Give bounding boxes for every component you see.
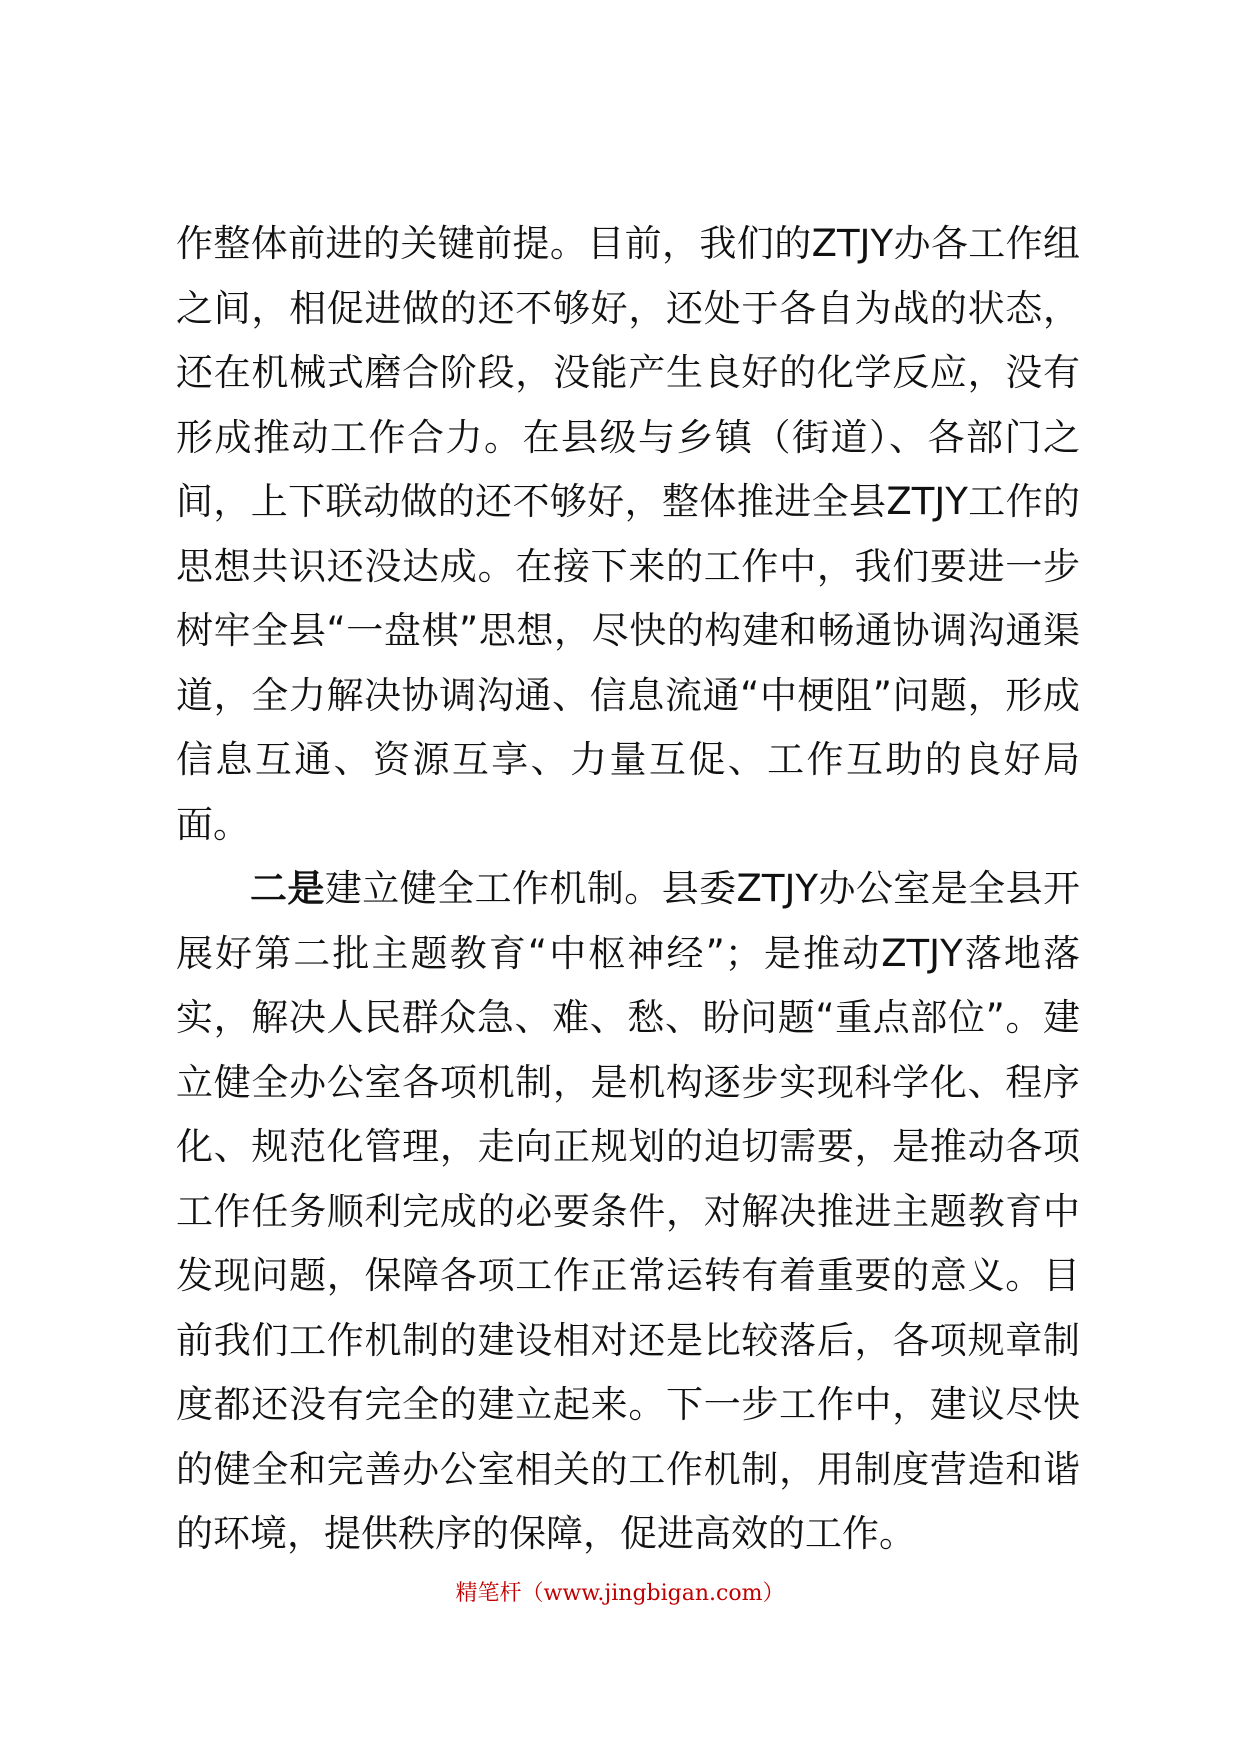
document-body bbox=[176, 212, 1080, 1567]
paragraph-continuation bbox=[176, 212, 1080, 857]
paragraph-text: 作整体前进的关键前提。目前，我们的ZTJY办各工作组之间，相促进做的还不够好，还处于各自为战的状态，还在机械式磨合阶段，没能产生良好的化学反应，没有形成推动工作合力。在县级与乡镇（街道）、各部门之间，上下联动做的还不够好，整体推进全县ZTJY工作的思想共识还没达成。在接下来的工作中，我们要进一步树牢全县“一盘棋”思想，尽快的构建和畅通协调沟通渠道，全力解决协调沟通、信息流通“中梗阻”问题，形成信息互通、资源互享、力量互促、工作互助的良好局面。 bbox=[176, 222, 1080, 846]
paragraph-lead: 二是 bbox=[250, 867, 325, 910]
paragraph-point-two bbox=[176, 857, 1080, 1567]
paragraph-text: 建立健全工作机制。县委ZTJY办公室是全县开展好第二批主题教育“中枢神经”；是推动ZTJY落地落实，解决人民群众急、难、愁、盼问题“重点部位”。建立健全办公室各项机制，是机构逐步实现科学化、程序化、规范化管理，走向正规划的迫切需要，是推动各项工作任务顺利完成的必要条件，对解决推进主题教育中发现问题，保障各项工作正常运转有着重要的意义。目前我们工作机制的建设相对还是比较落后，各项规章制度都还没有完全的建立起来。下一步工作中，建议尽快的健全和完善办公室相关的工作机制，用制度营造和谐的环境，提供秩序的保障，促进高效的工作。 bbox=[176, 867, 1080, 1555]
footer-watermark: 精笔杆（www.jingbigan.com） bbox=[455, 1581, 785, 1606]
